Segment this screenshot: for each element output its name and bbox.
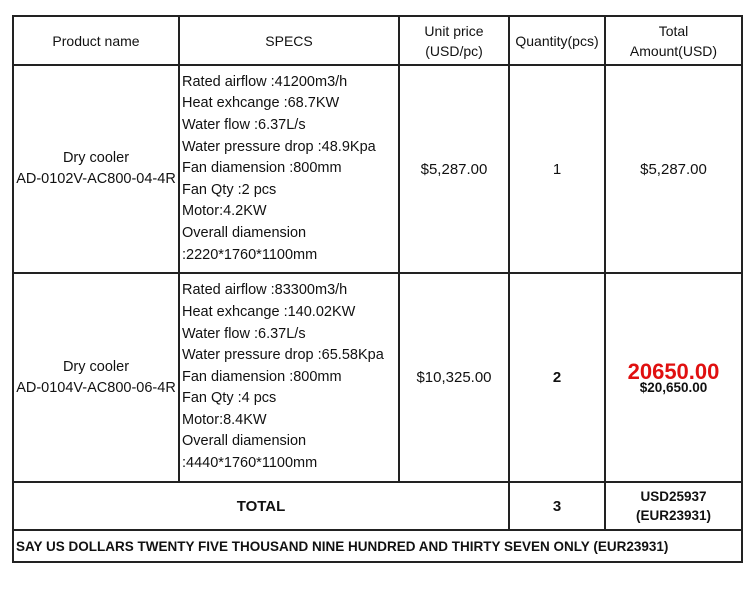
spec-line: Water flow :6.37L/s <box>182 325 306 342</box>
spec-line: Fan Qty :4 pcs <box>182 390 277 407</box>
spec-line: Water flow :6.37L/s <box>182 117 306 134</box>
header-unit-price-line2: (USD/pc) <box>425 42 483 59</box>
total-amount-cell <box>605 273 742 482</box>
spec-line: Overall diamension <box>182 433 307 450</box>
spec-line: :2220*1760*1100mm <box>182 246 318 263</box>
header-product-name: Product name <box>13 16 179 65</box>
spec-line: Fan diamension :800mm <box>182 368 342 385</box>
unit-price-cell: $10,325.00 <box>399 273 509 482</box>
header-unit-price-line1: Unit price <box>424 22 484 39</box>
header-total-amount <box>605 16 742 65</box>
spec-line: Fan Qty :2 pcs <box>182 181 277 198</box>
product-type: Dry cooler <box>62 358 130 375</box>
total-amount-eur: (EUR23931) <box>635 508 712 523</box>
product-model: AD-0102V-AC800-04-4R <box>16 171 176 187</box>
header-total-line1: Total <box>658 22 689 39</box>
product-name-cell <box>13 65 179 273</box>
table-row <box>13 65 742 273</box>
spec-line: Motor:4.2KW <box>182 203 267 220</box>
total-amount-summary <box>605 482 742 530</box>
spec-line: Heat exhcange :68.7KW <box>182 95 340 112</box>
spec-line: Overall diamension <box>182 224 307 241</box>
amount-in-words: SAY US DOLLARS TWENTY FIVE THOUSAND NINE HUNDRED AND THIRTY SEVEN ONLY (EUR23931) <box>13 530 742 562</box>
unit-price-cell: $5,287.00 <box>399 65 509 273</box>
total-amount-value: $20,650.00 <box>639 379 708 395</box>
total-amount-cell: $5,287.00 <box>605 65 742 273</box>
product-type: Dry cooler <box>62 150 130 166</box>
header-quantity: Quantity(pcs) <box>509 16 605 65</box>
totals-row <box>13 482 742 530</box>
spec-line: Heat exhcange :140.02KW <box>182 303 356 320</box>
product-name-cell <box>13 273 179 482</box>
specs-cell <box>179 65 399 273</box>
highlighted-total: 20650.00 <box>627 358 720 384</box>
specs-cell <box>179 273 399 482</box>
spec-line: Rated airflow :41200m3/h <box>182 73 348 90</box>
quantity-cell: 2 <box>509 273 605 482</box>
header-specs: SPECS <box>179 16 399 65</box>
spec-line: Water pressure drop :48.9Kpa <box>182 138 376 155</box>
header-total-line2: Amount(USD) <box>629 42 718 59</box>
product-model: AD-0104V-AC800-06-4R <box>16 379 176 396</box>
table-row <box>13 273 742 482</box>
spec-line: Water pressure drop :65.58Kpa <box>182 347 384 364</box>
say-row <box>13 530 742 562</box>
spec-line: Motor:8.4KW <box>182 411 267 428</box>
total-amount-usd: USD25937 <box>640 489 707 504</box>
spec-line: Fan diamension :800mm <box>182 160 342 177</box>
spec-line: :4440*1760*1100mm <box>182 455 318 472</box>
quantity-cell: 1 <box>509 65 605 273</box>
total-quantity: 3 <box>509 482 605 530</box>
spec-line: Rated airflow :83300m3/h <box>182 282 348 299</box>
quotation-table <box>12 15 743 563</box>
header-unit-price <box>399 16 509 65</box>
total-label: TOTAL <box>13 482 509 530</box>
header-row <box>13 16 742 65</box>
